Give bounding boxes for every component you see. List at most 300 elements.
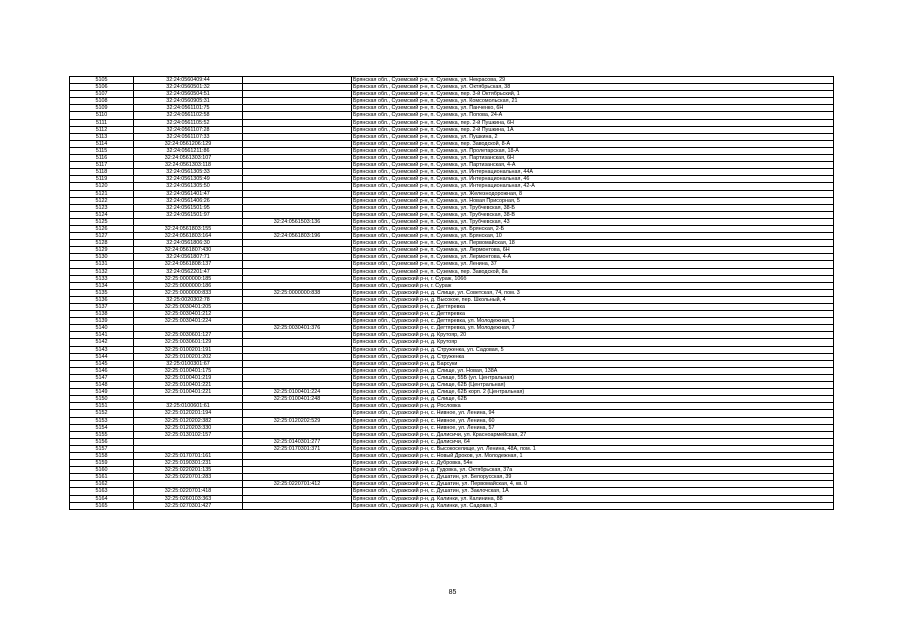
cadastral-number-cell [134,445,243,452]
row-number-cell: 5144 [70,353,134,360]
cadastral-number-cell: 32:25:0100201:191 [134,346,243,353]
previous-cadastral-number-cell [243,225,352,232]
row-number-cell: 5122 [70,197,134,204]
row-number-cell: 5153 [70,417,134,424]
previous-cadastral-number-cell [243,282,352,289]
table-row [70,155,834,162]
row-number-cell: 5127 [70,233,134,240]
row-number-cell: 5124 [70,211,134,218]
previous-cadastral-number-cell [243,140,352,147]
cadastral-number-cell: 32:24:0560501:32 [134,84,243,91]
table-row [70,304,834,311]
address-cell: Брянская обл., Суземский р-н, п. Суземка, ул. Панченко, 6Н [352,105,834,112]
address-cell: Брянская обл., Суражский р-н, с. Нивное, ул. Ленина, 57 [352,424,834,431]
cadastral-number-cell: 32:25:0100201:202 [134,353,243,360]
row-number-cell: 5135 [70,289,134,296]
cadastral-number-cell: 32:24:0561303:118 [134,162,243,169]
table-row [70,353,834,360]
page-number: 85 [448,589,457,596]
previous-cadastral-number-cell: 32:25:0140301:277 [243,438,352,445]
row-number-cell: 5109 [70,105,134,112]
address-cell: Брянская обл., Суземский р-н, п. Суземка, ул. Железнодорожная, 8 [352,190,834,197]
row-number-cell: 5118 [70,169,134,176]
row-number-cell: 5134 [70,282,134,289]
address-cell: Брянская обл., Суражский р-н, д. Слище, 62Б [352,396,834,403]
table-row [70,474,834,481]
address-cell: Брянская обл., Суражский р-н, г. Сураж, 106б [352,275,834,282]
cadastral-number-cell: 32:24:0560409:44 [134,77,243,84]
cadastral-number-cell: 32:25:0100401:219 [134,374,243,381]
row-number-cell: 5147 [70,374,134,381]
table-row [70,325,834,332]
address-cell: Брянская обл., Суземский р-н, п. Суземка, ул. Пушкина, 2 [352,133,834,140]
cadastral-number-cell: 32:24:0561107:33 [134,133,243,140]
previous-cadastral-number-cell [243,346,352,353]
address-cell: Брянская обл., Суземский р-н, п. Суземка, ул. Комсомольская, 21 [352,98,834,105]
previous-cadastral-number-cell [243,367,352,374]
table-row [70,417,834,424]
row-number-cell: 5156 [70,438,134,445]
table-row [70,197,834,204]
address-cell: Брянская обл., Суземский р-н, п. Суземка, ул. Брянская, 10 [352,233,834,240]
previous-cadastral-number-cell [243,296,352,303]
cadastral-number-cell: 32:25:0120202:382 [134,417,243,424]
row-number-cell: 5113 [70,133,134,140]
cadastral-number-cell: 32:24:0561401:47 [134,190,243,197]
address-cell: Брянская обл., Суземский р-н, п. Суземка, ул. Интернациональная, 42-А [352,183,834,190]
table-row [70,247,834,254]
row-number-cell: 5160 [70,467,134,474]
previous-cadastral-number-cell [243,155,352,162]
address-cell: Брянская обл., Суземский р-н, п. Суземка, ул. Попова, 24-А [352,112,834,119]
previous-cadastral-number-cell [243,339,352,346]
table-row [70,254,834,261]
address-cell: Брянская обл., Суражский р-н, д. Рословка [352,403,834,410]
cadastral-number-cell: 32:25:0260103:363 [134,495,243,502]
registry-table-body [70,77,834,510]
address-cell: Брянская обл., Суражский р-н, с. Высокоселище, ул. Ленина, 48А, пом. 1 [352,445,834,452]
table-row [70,438,834,445]
address-cell: Брянская обл., Суражский р-н, с. Дубровка, 54н [352,460,834,467]
row-number-cell: 5146 [70,367,134,374]
table-row [70,140,834,147]
row-number-cell: 5155 [70,431,134,438]
table-row [70,183,834,190]
row-number-cell: 5132 [70,268,134,275]
row-number-cell: 5111 [70,119,134,126]
table-row [70,275,834,282]
address-cell: Брянская обл., Суземский р-н, п. Суземка, ул. Лермонтова, 4-А [352,254,834,261]
table-row [70,98,834,105]
row-number-cell: 5114 [70,140,134,147]
previous-cadastral-number-cell [243,197,352,204]
table-row [70,452,834,459]
row-number-cell: 5148 [70,382,134,389]
cadastral-number-cell: 32:25:0100401:221 [134,382,243,389]
row-number-cell: 5139 [70,318,134,325]
cadastral-number-cell: 32:24:0561305:49 [134,176,243,183]
previous-cadastral-number-cell [243,105,352,112]
address-cell: Брянская обл., Суземский р-н, п. Суземка, ул. Первомайская, 18 [352,240,834,247]
previous-cadastral-number-cell [243,311,352,318]
row-number-cell: 5138 [70,311,134,318]
address-cell: Брянская обл., Суземский р-н, п. Суземка, ул. Интернациональная, 46 [352,176,834,183]
cadastral-number-cell: 32:24:0560905:31 [134,98,243,105]
previous-cadastral-number-cell: 32:25:0030401:376 [243,325,352,332]
table-row [70,261,834,268]
table-row [70,204,834,211]
table-row [70,105,834,112]
cadastral-number-cell: 32:24:0561808:137 [134,261,243,268]
cadastral-number-cell [134,325,243,332]
previous-cadastral-number-cell: 32:25:0170301:371 [243,445,352,452]
table-row [70,240,834,247]
table-row [70,112,834,119]
address-cell: Брянская обл., Суражский р-н, с. Дегтяревка, ул. Молодежная, 1 [352,318,834,325]
address-cell: Брянская обл., Суражский р-н, г. Сураж [352,282,834,289]
row-number-cell: 5131 [70,261,134,268]
table-row [70,424,834,431]
cadastral-number-cell: 32:25:0270301:427 [134,502,243,509]
row-number-cell: 5119 [70,176,134,183]
table-row [70,431,834,438]
previous-cadastral-number-cell [243,332,352,339]
row-number-cell: 5108 [70,98,134,105]
table-row [70,318,834,325]
cadastral-number-cell: 32:24:0561807:71 [134,254,243,261]
address-cell: Брянская обл., Суземский р-н, п. Суземка, пер. 2-й Пушкина, 6Н [352,119,834,126]
address-cell: Брянская обл., Суражский р-н, д. Струженка [352,353,834,360]
address-cell: Брянская обл., Суземский р-н, п. Суземка, ул. Лермонтова, 6Н [352,247,834,254]
previous-cadastral-number-cell [243,169,352,176]
address-cell: Брянская обл., Суражский р-н, д. Высокое, пер. Школьный, 4 [352,296,834,303]
cadastral-number-cell: 32:24:0561102:58 [134,112,243,119]
cadastral-number-cell: 32:25:0220701:418 [134,488,243,495]
address-cell: Брянская обл., Суражский р-н, с. Далисичи, ул. Красноармейская, 27 [352,431,834,438]
row-number-cell: 5136 [70,296,134,303]
table-row [70,225,834,232]
row-number-cell: 5141 [70,332,134,339]
row-number-cell: 5157 [70,445,134,452]
cadastral-number-cell: 32:24:0561101:75 [134,105,243,112]
address-cell: Брянская обл., Суражский р-н, с. Нивное, ул. Ленина, 94 [352,410,834,417]
address-cell: Брянская обл., Суземский р-н, п. Суземка, ул. Новая Присорная, 5 [352,197,834,204]
address-cell: Брянская обл., Суземский р-н, п. Суземка, ул. Интернациональная, 44А [352,169,834,176]
row-number-cell: 5115 [70,147,134,154]
previous-cadastral-number-cell [243,254,352,261]
address-cell: Брянская обл., Суземский р-н, п. Суземка, пер. Заводской, 8-А [352,140,834,147]
row-number-cell: 5151 [70,403,134,410]
address-cell: Брянская обл., Суземский р-н, п. Суземка, ул. Ленина, 37 [352,261,834,268]
address-cell: Брянская обл., Суражский р-н, д. Слище, 62Б (Центральная) [352,382,834,389]
cadastral-number-cell: 32:24:0561501:97 [134,211,243,218]
cadastral-number-cell: 32:25:0100401:221 [134,389,243,396]
address-cell: Брянская обл., Суражский р-н, с. Дегтяревка, ул. Молодежная, 7 [352,325,834,332]
row-number-cell: 5142 [70,339,134,346]
table-row [70,190,834,197]
previous-cadastral-number-cell [243,84,352,91]
row-number-cell: 5112 [70,126,134,133]
previous-cadastral-number-cell [243,452,352,459]
table-row [70,211,834,218]
cadastral-number-cell: 32:24:0561303:107 [134,155,243,162]
previous-cadastral-number-cell: 32:25:0100401:248 [243,396,352,403]
cadastral-number-cell: 32:24:0561305:33 [134,169,243,176]
table-row [70,502,834,509]
previous-cadastral-number-cell: 32:25:0100401:224 [243,389,352,396]
previous-cadastral-number-cell [243,403,352,410]
address-cell: Брянская обл., Суражский р-н, д. Слище, 62Б корп. 2 (Центральная) [352,389,834,396]
table-row [70,311,834,318]
previous-cadastral-number-cell [243,495,352,502]
cadastral-number-cell: 32:25:0030601:127 [134,332,243,339]
previous-cadastral-number-cell [243,77,352,84]
previous-cadastral-number-cell [243,502,352,509]
address-cell: Брянская обл., Суражский р-н, д. Слище, ул. Новая, 138А [352,367,834,374]
previous-cadastral-number-cell [243,268,352,275]
cadastral-number-cell [134,396,243,403]
table-row [70,495,834,502]
cadastral-number-cell: 32:25:0030401:212 [134,311,243,318]
address-cell: Брянская обл., Суражский р-н, с. Душатин, ул. Первомайская, 4, кв. 0 [352,481,834,488]
cadastral-number-cell: 32:25:0190301:231 [134,460,243,467]
address-cell: Брянская обл., Суражский р-н, д. Калинки, ул. Калинина, 88 [352,495,834,502]
previous-cadastral-number-cell [243,353,352,360]
address-cell: Брянская обл., Суземский р-н, п. Суземка, пер. 2-й Пушкина, 1А [352,126,834,133]
cadastral-number-cell: 32:24:0561803:164 [134,233,243,240]
row-number-cell: 5164 [70,495,134,502]
cadastral-number-cell: 32:25:0130102:157 [134,431,243,438]
previous-cadastral-number-cell [243,176,352,183]
previous-cadastral-number-cell [243,162,352,169]
cadastral-number-cell: 32:25:0120203:330 [134,424,243,431]
previous-cadastral-number-cell [243,360,352,367]
row-number-cell: 5117 [70,162,134,169]
previous-cadastral-number-cell [243,126,352,133]
address-cell: Брянская обл., Суземский р-н, п. Суземка, пер. 3-й Октябрьский, 1 [352,91,834,98]
previous-cadastral-number-cell [243,119,352,126]
table-row [70,126,834,133]
table-row [70,218,834,225]
row-number-cell: 5143 [70,346,134,353]
cadastral-number-cell: 32:24:0561206:129 [134,140,243,147]
previous-cadastral-number-cell [243,183,352,190]
table-row [70,133,834,140]
table-row [70,119,834,126]
cadastral-number-cell: 32:24:0561806:30 [134,240,243,247]
previous-cadastral-number-cell [243,474,352,481]
address-cell: Брянская обл., Суземский р-н, п. Суземка, ул. Партизанская, 6Н [352,155,834,162]
cadastral-number-cell: 32:24:0561807:430 [134,247,243,254]
cadastral-number-cell: 32:25:0030401:224 [134,318,243,325]
row-number-cell: 5128 [70,240,134,247]
cadastral-number-cell: 32:25:0220701:283 [134,474,243,481]
row-number-cell: 5165 [70,502,134,509]
cadastral-number-cell: 32:24:0562201:47 [134,268,243,275]
row-number-cell: 5125 [70,218,134,225]
cadastral-number-cell: 32:24:0561406:26 [134,197,243,204]
address-cell: Брянская обл., Суражский р-н, д. Гудовка, ул. Октябрьская, 37а [352,467,834,474]
table-row [70,77,834,84]
cadastral-number-cell [134,438,243,445]
table-row [70,162,834,169]
table-row [70,169,834,176]
cadastral-number-cell: 32:24:0561211:86 [134,147,243,154]
row-number-cell: 5140 [70,325,134,332]
previous-cadastral-number-cell [243,382,352,389]
address-cell: Брянская обл., Суземский р-н, п. Суземка, ул. Трубчевская, 43 [352,218,834,225]
cadastral-number-cell: 32:24:0561107:28 [134,126,243,133]
cadastral-number-cell: 32:25:0030601:129 [134,339,243,346]
previous-cadastral-number-cell [243,318,352,325]
row-number-cell: 5107 [70,91,134,98]
table-row [70,445,834,452]
address-cell: Брянская обл., Суражский р-н, д. Слище, 55Б (ул. Центральная) [352,374,834,381]
table-row [70,289,834,296]
address-cell: Брянская обл., Суземский р-н, п. Суземка, пер. Заводской, 8а [352,268,834,275]
row-number-cell: 5133 [70,275,134,282]
table-row [70,84,834,91]
cadastral-number-cell: 32:25:0020302:78 [134,296,243,303]
row-number-cell: 5163 [70,488,134,495]
cadastral-number-cell: 32:25:0100301:67 [134,360,243,367]
previous-cadastral-number-cell [243,431,352,438]
address-cell: Брянская обл., Суражский р-н, д. Струженка, ул. Садовая, 5 [352,346,834,353]
row-number-cell: 5137 [70,304,134,311]
row-number-cell: 5106 [70,84,134,91]
table-row [70,460,834,467]
address-cell: Брянская обл., Суражский р-н, с. Душатин, ул. Заклочская, 1А [352,488,834,495]
address-cell: Брянская обл., Суражский р-н, д. Барсуки [352,360,834,367]
address-cell: Брянская обл., Суражский р-н, с. Далисичи, 64 [352,438,834,445]
row-number-cell: 5145 [70,360,134,367]
cadastral-number-cell: 32:25:0000000:186 [134,282,243,289]
previous-cadastral-number-cell [243,133,352,140]
table-row [70,389,834,396]
previous-cadastral-number-cell [243,374,352,381]
previous-cadastral-number-cell [243,91,352,98]
previous-cadastral-number-cell: 32:25:0220701:412 [243,481,352,488]
previous-cadastral-number-cell [243,488,352,495]
cadastral-number-cell: 32:25:0120201:194 [134,410,243,417]
cadastral-number-cell [134,218,243,225]
cadastral-number-cell: 32:25:0000000:833 [134,289,243,296]
table-row [70,147,834,154]
address-cell: Брянская обл., Суражский р-н, с. Дегтяревка [352,311,834,318]
address-cell: Брянская обл., Суземский р-н, п. Суземка, ул. Трубчевская, 38-Б [352,204,834,211]
previous-cadastral-number-cell: 32:24:0561803:196 [243,233,352,240]
address-cell: Брянская обл., Суземский р-н, п. Суземка, ул. Трубчевская, 38-В [352,211,834,218]
row-number-cell: 5149 [70,389,134,396]
address-cell: Брянская обл., Суземский р-н, п. Суземка, ул. Некрасова, 29 [352,77,834,84]
cadastral-number-cell: 32:25:0000000:185 [134,275,243,282]
table-row [70,481,834,488]
table-row [70,467,834,474]
address-cell: Брянская обл., Суземский р-н, п. Суземка, ул. Партизанская, 4-А [352,162,834,169]
registry-table [69,76,834,510]
table-row [70,410,834,417]
previous-cadastral-number-cell [243,424,352,431]
previous-cadastral-number-cell [243,304,352,311]
table-row [70,339,834,346]
row-number-cell: 5116 [70,155,134,162]
row-number-cell: 5158 [70,452,134,459]
cadastral-number-cell: 32:25:0170701:161 [134,452,243,459]
row-number-cell: 5105 [70,77,134,84]
row-number-cell: 5129 [70,247,134,254]
previous-cadastral-number-cell [243,410,352,417]
table-row [70,488,834,495]
table-row [70,233,834,240]
row-number-cell: 5150 [70,396,134,403]
address-cell: Брянская обл., Суземский р-н, п. Суземка, ул. Октябрьская, 38 [352,84,834,91]
row-number-cell: 5159 [70,460,134,467]
address-cell: Брянская обл., Суражский р-н, д. Слище, ул. Советская, 74, пом. 3 [352,289,834,296]
address-cell: Брянская обл., Суражский р-н, д. Калинки, ул. Садовая, 3 [352,502,834,509]
address-cell: Брянская обл., Суземский р-н, п. Суземка, ул. Пролетарская, 18-А [352,147,834,154]
cadastral-number-cell: 32:24:0560504:51 [134,91,243,98]
previous-cadastral-number-cell: 32:25:0120202:529 [243,417,352,424]
table-row [70,282,834,289]
address-cell: Брянская обл., Суражский р-н, с. Душатин, ул. Белорусская, 39 [352,474,834,481]
address-cell: Брянская обл., Суражский р-н, с. Дегтяревка [352,304,834,311]
cadastral-number-cell [134,481,243,488]
address-cell: Брянская обл., Суражский р-н, с. Нивное, ул. Ленина, 60 [352,417,834,424]
row-number-cell: 5120 [70,183,134,190]
table-row [70,268,834,275]
table-row [70,382,834,389]
row-number-cell: 5161 [70,474,134,481]
row-number-cell: 5110 [70,112,134,119]
previous-cadastral-number-cell: 32:25:0000000:838 [243,289,352,296]
previous-cadastral-number-cell [243,112,352,119]
table-row [70,360,834,367]
cadastral-number-cell: 32:24:0561305:50 [134,183,243,190]
row-number-cell: 5154 [70,424,134,431]
address-cell: Брянская обл., Суражский р-н, д. Крутояр, 20 [352,332,834,339]
table-row [70,91,834,98]
row-number-cell: 5126 [70,225,134,232]
cadastral-number-cell: 32:25:0220201:135 [134,467,243,474]
address-cell: Брянская обл., Суражский р-н, с. Новый Дроков, ул. Молодежная, 1 [352,452,834,459]
table-row [70,403,834,410]
table-row [70,176,834,183]
previous-cadastral-number-cell [243,211,352,218]
previous-cadastral-number-cell [243,98,352,105]
previous-cadastral-number-cell [243,261,352,268]
previous-cadastral-number-cell [243,240,352,247]
cadastral-number-cell: 32:24:0561501:95 [134,204,243,211]
cadastral-number-cell: 32:25:0100401:175 [134,367,243,374]
row-number-cell: 5130 [70,254,134,261]
address-cell: Брянская обл., Суземский р-н, п. Суземка, ул. Брянская, 2-Б [352,225,834,232]
table-row [70,346,834,353]
table-row [70,374,834,381]
previous-cadastral-number-cell: 32:24:0561503:136 [243,218,352,225]
previous-cadastral-number-cell [243,460,352,467]
previous-cadastral-number-cell [243,275,352,282]
table-row [70,367,834,374]
row-number-cell: 5162 [70,481,134,488]
row-number-cell: 5121 [70,190,134,197]
cadastral-number-cell: 32:25:0100601:61 [134,403,243,410]
previous-cadastral-number-cell [243,147,352,154]
table-row [70,396,834,403]
previous-cadastral-number-cell [243,190,352,197]
address-cell: Брянская обл., Суражский р-н, д. Крутояр [352,339,834,346]
cadastral-number-cell: 32:24:0561803:155 [134,225,243,232]
row-number-cell: 5152 [70,410,134,417]
